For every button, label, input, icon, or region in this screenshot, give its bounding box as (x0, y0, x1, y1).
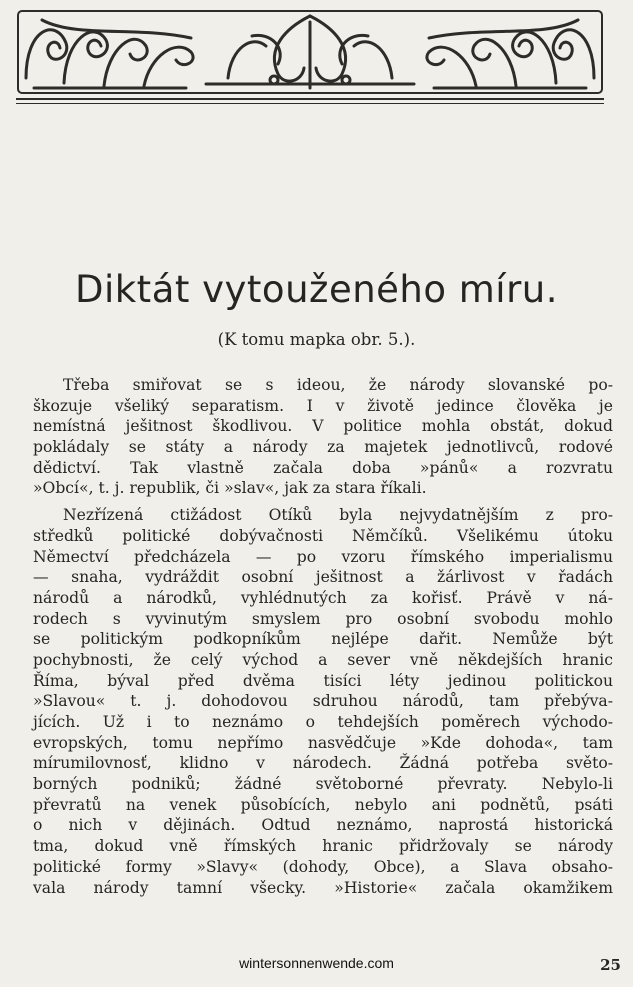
text-line: středků politické dobývačnosti Němčíků. Všelikému útoku (33, 526, 613, 545)
text-line: národů a národků, vyhlédnutých za kořisť. Právě v ná- (33, 588, 613, 607)
text-line: borných podniků; žádné světoborné převraty. Nebylo-li (33, 775, 613, 794)
paragraph-1 (33, 375, 613, 499)
text-line: Nezřízená ctižádost Otíků byla nejvydatnějším z pro- (63, 506, 613, 525)
text-line: mírumilovnosť, klidno v národech. Žádná potřeba světo- (33, 754, 613, 773)
text-line: dědictví. Tak vlastně začala doba »pánů« a rozvratu (33, 458, 613, 477)
header-rule-thin (16, 103, 604, 104)
text-line: pochybnosti, že celý východ a sever vně někdejších hranic (33, 650, 613, 669)
text-line: politické formy »Slavy« (dohody, Obce), a Slava obsaho- (33, 857, 613, 876)
text-line: »Obcí«, t. j. republik, či »slav«, jak za stara říkali. (33, 479, 427, 498)
text-line: Říma, býval před dvěma tisíci léty jedinou politickou (33, 671, 613, 690)
text-line: škozuje všeliký separatism. I v životě jedince člověka je (33, 396, 613, 415)
text-line: — snaha, vydráždit osobní ješitnost a žárlivost v řadách (33, 568, 613, 587)
decorative-ornament-header (16, 8, 604, 96)
text-line: tma, dokud vně římských hranic přidržovaly se národy (33, 837, 613, 856)
text-line: Třeba smiřovat se s ideou, že národy slovanské po- (63, 376, 613, 394)
page-number: 25 (600, 956, 621, 974)
article-body (33, 375, 613, 898)
text-line: o nich v dějinách. Odtud neznámo, naprostá historická (33, 816, 613, 835)
text-line: Němectví předcházela — po vzoru římského imperialismu (33, 547, 613, 566)
text-line: vala národy tamní všecky. »Historie« začala okamžikem (33, 878, 613, 897)
text-line: »Slavou« t. j. dohodovou sdruhou národů, tam přebýva- (33, 692, 613, 711)
text-line: převratů na venek působících, nebylo ani podnětů, psáti (33, 795, 613, 814)
text-line: rodech s vyvinutým smyslem pro osobní svobodu mohlo (33, 609, 613, 628)
text-line: evropských, tomu nepřímo nasvědčuje »Kde dohoda«, tam (33, 733, 613, 752)
text-line: pokládaly se státy a národy za majetek jednotlivců, rodové (33, 438, 613, 457)
article-subtitle: (K tomu mapka obr. 5.). (217, 330, 416, 349)
text-line: se politickým podkopníkům nejlépe dařit. Nemůže být (33, 630, 613, 649)
text-line: nemístná ješitnost škodlivou. V politice mohla obstát, dokud (33, 417, 613, 436)
article-title: Diktát vytouženého míru. (74, 268, 559, 311)
header-rule (16, 98, 604, 100)
paragraph-2 (33, 505, 613, 898)
text-line: jících. Už i to neznámo o tehdejších poměrech východo- (33, 713, 613, 731)
website-watermark: wintersonnenwende.com (239, 955, 394, 971)
